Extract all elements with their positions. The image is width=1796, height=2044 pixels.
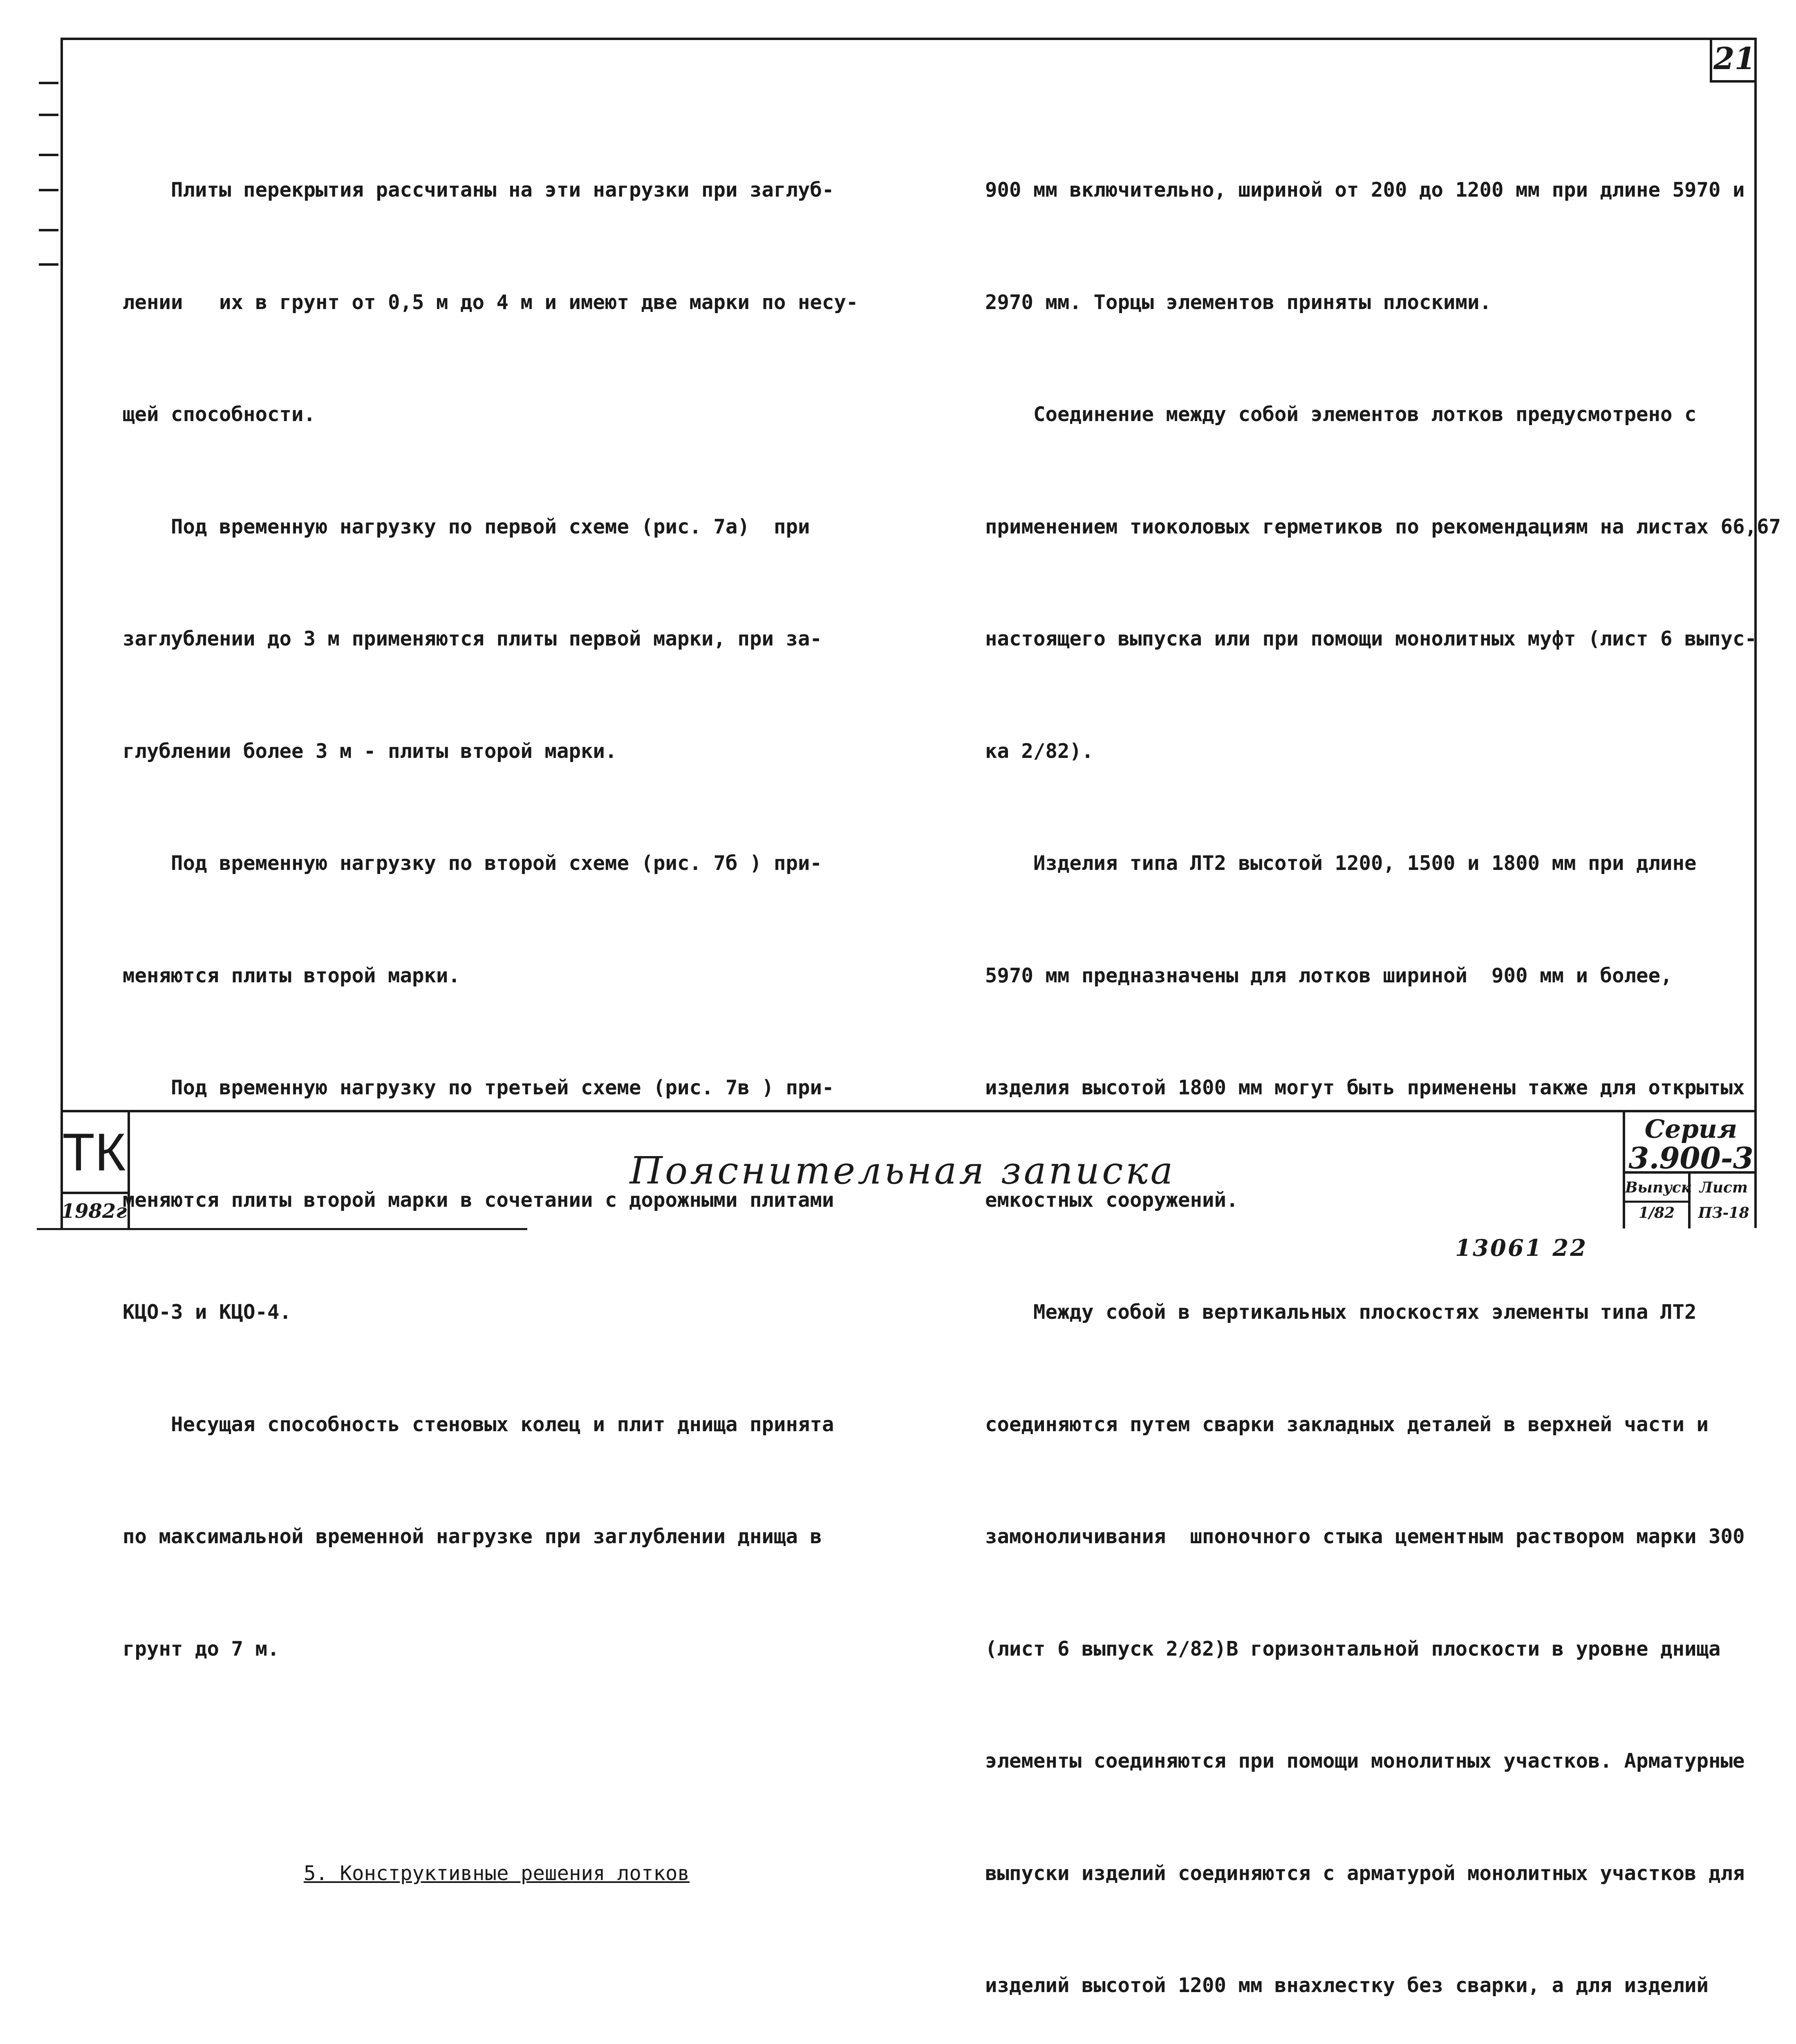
issue-value: 1/82 — [1638, 1204, 1675, 1221]
text-line: щей способности. — [123, 403, 316, 426]
text-line: Под временную нагрузку по первой схеме (рис. 7а) при — [123, 515, 810, 538]
title-block-org-cell — [60, 1112, 130, 1228]
text-line: меняются плиты второй марки. — [123, 964, 461, 987]
text-line: 2970 мм. Торцы элементов приняты плоскими. — [985, 290, 1492, 314]
text-line: соединяются путем сварки закладных деталей в верхней части и — [985, 1412, 1709, 1436]
series-value: 3.900-3 — [1628, 1141, 1753, 1175]
title-block — [60, 1110, 1757, 1228]
text-line: Соединение между собой элементов лотков предусмотрено с — [985, 403, 1697, 426]
right-text-column — [985, 96, 1781, 2044]
sheet-cell — [1691, 1174, 1757, 1228]
issue-label: Выпуск — [1625, 1179, 1691, 1196]
section-heading: 5. Конструктивные решения лотков — [303, 1861, 690, 1885]
document-title: Пояснительная записка — [629, 1148, 1176, 1192]
text-line: 5970 мм предназначены для лотков шириной 900 мм и более, — [985, 964, 1673, 987]
text-line: элементы соединяются при помощи монолитных участков. Арматурные — [985, 1749, 1745, 1773]
text-line — [123, 1967, 871, 2004]
text-line: 900 мм включительно, шириной от 200 до 1200 мм при длине 5970 и — [985, 178, 1745, 202]
text-line — [123, 1742, 871, 1780]
archive-stamp: 13061 22 — [1455, 1235, 1588, 1262]
sheet-value: ПЗ-18 — [1698, 1204, 1749, 1221]
left-text-column — [123, 96, 871, 2044]
title-block-series-cell — [1623, 1112, 1757, 1228]
bottom-rule — [37, 1228, 527, 1230]
text-line: емкостных сооружений. — [985, 1188, 1238, 1212]
issue-sheet-grid — [1625, 1174, 1757, 1228]
text-line: Плиты перекрытия рассчитаны на эти нагрузки при заглуб- — [123, 178, 834, 202]
text-line: глублении более 3 м - плиты второй марки. — [123, 739, 617, 763]
text-line: применением тиоколовых герметиков по рекомендациям на листах 66,67 — [985, 515, 1781, 538]
text-line: замоноличивания шпоночного стыка цементным раствором марки 300 — [985, 1525, 1745, 1548]
text-line: ка 2/82). — [985, 739, 1094, 763]
series-box — [1625, 1112, 1757, 1174]
text-line: Изделия типа ЛТ2 высотой 1200, 1500 и 1800 мм при длине — [985, 852, 1697, 875]
text-line: Под временную нагрузку по второй схеме (рис. 7б ) при- — [123, 852, 822, 875]
text-line: меняются плиты второй марки в сочетании с дорожными плитами — [123, 1188, 834, 1212]
series-label: Серия — [1644, 1114, 1738, 1144]
divider — [1625, 1201, 1688, 1203]
text-line: изделий высотой 1200 мм внахлестку без сварки, а для изделий — [985, 1974, 1709, 1997]
text-line: по максимальной временной нагрузке при заглублении днища в — [123, 1525, 822, 1548]
text-line: грунт до 7 м. — [123, 1637, 280, 1661]
text-line: Несущая способность стеновых колец и плит днища принята — [123, 1412, 834, 1436]
binding-marks — [39, 82, 59, 286]
text-line: заглублении до 3 м применяются плиты первой марки, при за- — [123, 627, 822, 650]
org-code: ТК — [60, 1112, 128, 1194]
text-line: настоящего выпуска или при помощи монолитных муфт (лист 6 выпус- — [985, 627, 1757, 650]
text-line: КЦО-3 и КЦО-4. — [123, 1300, 292, 1324]
text-line: изделия высотой 1800 мм могут быть применены также для открытых — [985, 1076, 1745, 1099]
text-line: (лист 6 выпуск 2/82)В горизонтальной плоскости в уровне днища — [985, 1637, 1721, 1661]
text-line: Под временную нагрузку по третьей схеме (рис. 7в ) при- — [123, 1076, 834, 1099]
page-number: 21 — [1710, 38, 1757, 83]
text-line: лении их в грунт от 0,5 м до 4 м и имеют две марки по несу- — [123, 290, 858, 314]
text-line: выпуски изделий соединяются с арматурой монолитных участков для — [985, 1861, 1745, 1885]
sheet-label: Лист — [1699, 1179, 1748, 1196]
text-line: Между собой в вертикальных плоскостях элементы типа ЛТ2 — [985, 1300, 1697, 1324]
year: 1982г — [61, 1200, 127, 1223]
issue-cell — [1625, 1174, 1691, 1228]
